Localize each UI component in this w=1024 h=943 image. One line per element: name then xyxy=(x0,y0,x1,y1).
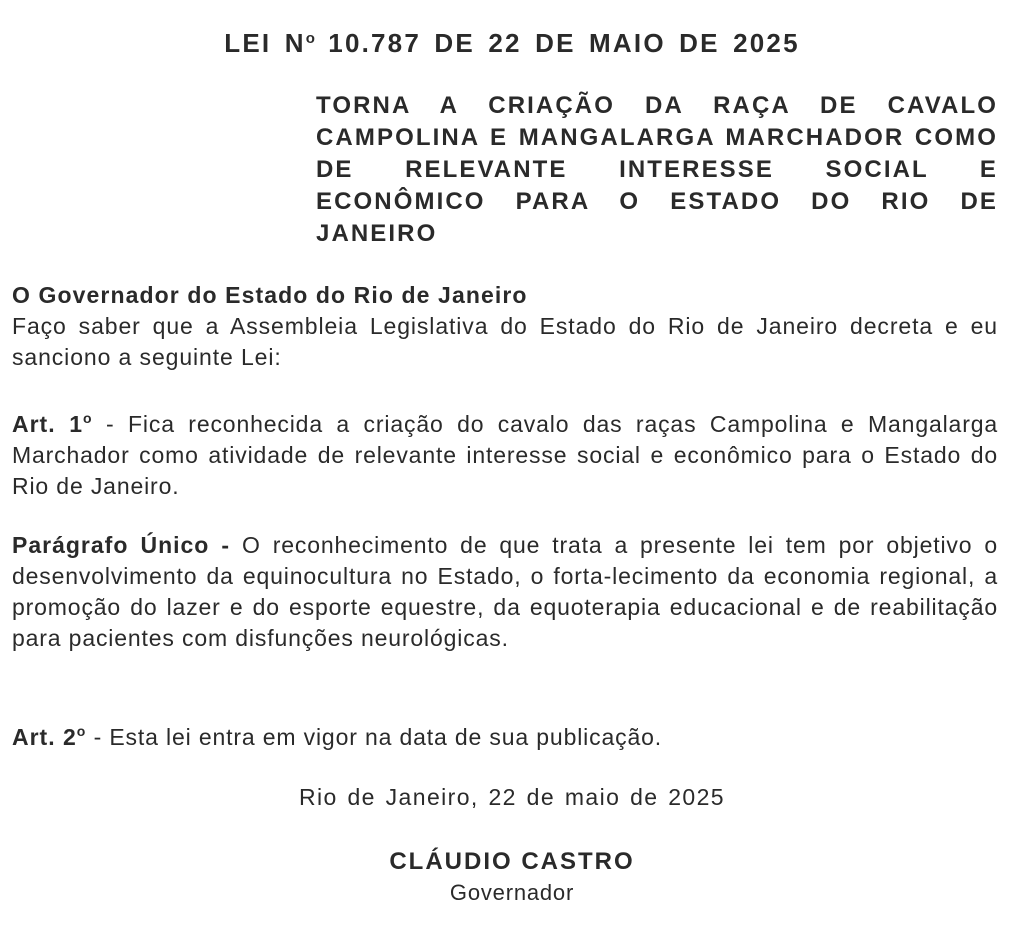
law-summary: TORNA A CRIAÇÃO DA RAÇA DE CAVALO CAMPOLINA E MANGALARGA MARCHADOR COMO DE RELEVANTE INTERESSE SOCIAL E ECONÔMICO PARA O ESTADO DO RIO DE JANEIRO xyxy=(316,92,998,247)
article-1-ordinal: o xyxy=(83,410,93,426)
sole-paragraph-label: Parágrafo Único - xyxy=(12,532,231,558)
article-1-label xyxy=(12,411,93,437)
law-title-ordinal: o xyxy=(305,30,315,47)
signer-name: CLÁUDIO CASTRO xyxy=(389,848,635,875)
place-and-date: Rio de Janeiro, 22 de maio de 2025 xyxy=(298,784,726,810)
law-title-prefix: LEI N xyxy=(224,28,306,58)
governor-heading: O Governador do Estado do Rio de Janeiro xyxy=(12,282,528,308)
signer-role: Governador xyxy=(449,880,575,905)
law-title-number-date: 10.787 DE 22 DE MAIO DE 2025 xyxy=(314,28,800,58)
enactment-text: Faço saber que a Assembleia Legislativa do Estado do Rio de Janeiro decreta e eu sanciono a seguinte Lei: xyxy=(12,313,998,370)
article-1 xyxy=(12,403,998,502)
article-1-text: - Fica reconhecida a criação do cavalo das raças Campolina e Mangalarga Marchador como atividade de relevante interesse social e econômico para o Estado do Rio de Janeiro. xyxy=(12,411,998,499)
article-2-ordinal: o xyxy=(76,723,87,739)
enactment-clause xyxy=(12,280,998,373)
article-2-text: - Esta lei entra em vigor na data de sua publicação. xyxy=(86,724,662,750)
law-title xyxy=(0,28,1024,59)
article-2-label-text: Art. 2 xyxy=(12,724,77,750)
sole-paragraph xyxy=(12,530,998,654)
article-2-label xyxy=(12,724,86,750)
article-2 xyxy=(12,716,998,753)
sole-paragraph-text: O reconhecimento de que trata a presente lei tem por objetivo o desenvolvimento da equinocultura no Estado, o forta-lecimento da economia regional, a promoção do lazer e do esporte equestre, da equoterapia educacional e de reabilitação para pacientes com disfunções neurológicas. xyxy=(12,532,998,651)
article-1-label-text: Art. 1 xyxy=(12,411,84,437)
